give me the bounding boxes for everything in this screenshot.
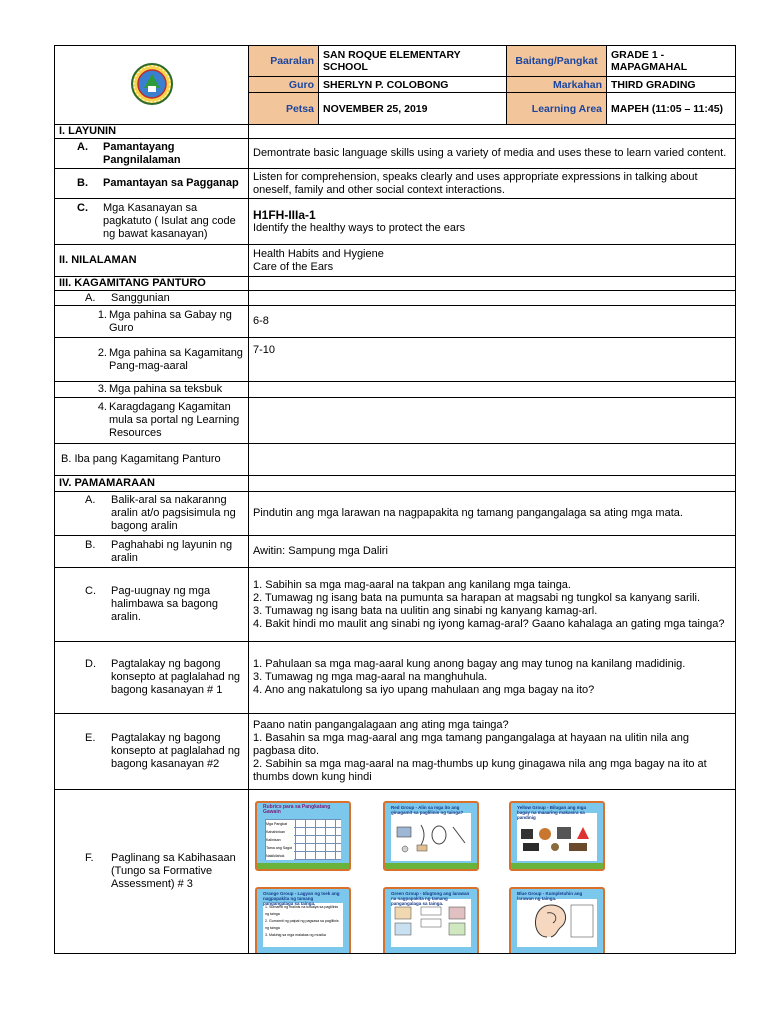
nilalaman-line2: Care of the Ears (253, 260, 334, 273)
sanggunian-blank (249, 291, 736, 306)
pamamaraan-c-letter: C. (85, 585, 96, 597)
ear-outline-icon (517, 899, 597, 943)
kagamitan-item-4-value (249, 398, 736, 444)
pamamaraan-a-value: Pindutin ang mga larawan na nagpapakita ng tamang pangangalaga sa ating mga mata. (249, 492, 736, 536)
slide-yellow-panel (517, 813, 597, 861)
rubrics-row-5: Nakikilahok (266, 853, 285, 858)
kagamitan-title-blank (249, 277, 736, 291)
pamamaraan-d-label: Pagtalakay ng bagong konsepto at paglalahad ng bagong kasanayan # 1 (111, 658, 241, 696)
guro-value: SHERLYN P. COLOBONG (319, 77, 507, 93)
slide-rubrics-caption: Rubrics para sa Pangkatang Gawain (263, 803, 331, 815)
layunin-b-value: Listen for comprehension, speaks clearly and uses appropriate expressions in talking about oneself, family and other social context interactions. (249, 169, 736, 199)
slide-green-caption: Green Group - Idugtong ang larawan na nagpapakita ng tamang pangangalaga sa tainga. (391, 890, 470, 906)
pamamaraan-title-blank (249, 476, 736, 492)
layunin-title: I. LAYUNIN (55, 125, 249, 139)
layunin-title-blank (249, 125, 736, 139)
slide-grass (385, 863, 477, 869)
kagamitan-item-3-label-cell (55, 382, 249, 398)
pamamaraan-d-letter: D. (85, 658, 96, 670)
kagamitan-b-label: B. Iba pang Kagamitang Panturo (61, 453, 221, 465)
layunin-a-letter: A. (77, 140, 88, 153)
pamamaraan-e-letter: E. (85, 732, 96, 744)
header-table (54, 45, 736, 125)
kagamitan-item-2-value: 7-10 (249, 338, 736, 382)
slide-blue-panel (517, 899, 597, 947)
sanggunian-letter: A. (85, 291, 96, 304)
slide-green-panel (391, 899, 471, 947)
nilalaman-cell (249, 245, 736, 277)
rubrics-row-3: Kalinisan (266, 837, 281, 842)
pamamaraan-e-line-2: 1. Basahin sa mga mag-aaral ang mga tamang pangangalaga at hayaan na ulitin nila ang pagbasa dito. (253, 732, 690, 757)
school-seal-icon (130, 62, 174, 106)
kagamitan-item-3-value (249, 382, 736, 398)
kagamitan-item-1-value: 6-8 (249, 306, 736, 338)
orange-item-2: 2. Gumamit ng patpat ng pagsasa sa paglilinis ng tainga (265, 918, 339, 930)
pamamaraan-c-line-4: 4. Bakit hindi mo maulit ang sinabi ng iyong kamag-aral? Gaano kahalaga an gating mga tainga? (253, 617, 725, 630)
slide-orange-caption: Orange Group - Lagyan ng tsek ang nagpapakita ng tamang pangangalaga sa tainga. (263, 890, 340, 906)
markahan-label: Markahan (507, 77, 607, 93)
pamamaraan-f-letter: F. (85, 852, 94, 864)
baitang-label: Baitang/Pangkat (507, 46, 607, 77)
sanggunian-label: Sanggunian (111, 291, 170, 304)
slide-grass (257, 863, 349, 869)
pamamaraan-f-label: Paglinang sa Kabihasaan (Tungo sa Formative Assessment) # 3 (111, 852, 236, 890)
kagamitan-b-label-cell (55, 444, 249, 476)
pamamaraan-c-label-cell (55, 568, 249, 642)
slide-red-group (383, 801, 479, 871)
slide-green-group (383, 887, 479, 954)
assessment-slides (253, 793, 731, 951)
kagamitan-item-2-label: Mga pahina sa Kagamitang Pang-mag-aaral (109, 346, 243, 372)
pamamaraan-d-label-cell (55, 642, 249, 714)
kagamitan-item-3-label: Mga pahina sa teksbuk (109, 383, 223, 395)
layunin-c-code: H1FH-IIIa-1 (253, 207, 316, 222)
pamamaraan-a-label-cell (55, 492, 249, 536)
pamamaraan-d-cell (249, 642, 736, 714)
orange-list (263, 903, 343, 940)
kagamitan-b-value (249, 444, 736, 476)
petsa-label: Petsa (249, 93, 319, 125)
slide-blue-caption: Blue Group - Kumpletuhin ang larawan ng tainga. (517, 890, 583, 901)
pamamaraan-e-label: Pagtalakay ng bagong konsepto at paglalahad ng bagong kasanayan #2 (111, 732, 241, 770)
kagamitan-title: III. KAGAMITANG PANTURO (55, 277, 249, 291)
rubrics-row-2: Kahahinkan (266, 829, 285, 834)
slide-yellow-caption: Yellow Group - Bilugan ang mga bagay na maaaring makasira sa pandinig (517, 804, 587, 820)
layunin-c-value: Identify the healthy ways to protect the ears (253, 221, 466, 234)
slide-blue-group (509, 887, 605, 954)
layunin-a-value: Demontrate basic language skills using a variety of media and uses these to learn varied content. (249, 139, 736, 169)
pamamaraan-f-cell (249, 790, 736, 954)
rubrics-rows (266, 820, 294, 860)
slide-rubrics (255, 801, 351, 871)
ear-cleaning-items-icon (391, 813, 471, 857)
lesson-plan-table (54, 124, 736, 954)
pamamaraan-b-label-cell (55, 536, 249, 568)
pamamaraan-c-cell (249, 568, 736, 642)
pamamaraan-d-line-2: 3. Tumawag ng mga mag-aaral na manghuhula. (253, 671, 488, 683)
slide-orange-group (255, 887, 351, 954)
pamamaraan-d-line-3: 4. Ano ang nakatulong sa iyo upang mahulaan ang mga bagay na ito? (253, 684, 595, 696)
layunin-b-label-cell (55, 169, 249, 199)
layunin-c-value-cell (249, 199, 736, 245)
slide-yellow-group (509, 801, 605, 871)
pamamaraan-f-label-cell (55, 790, 249, 954)
pamamaraan-e-label-cell (55, 714, 249, 790)
orange-item-3: 3. Makinig sa mga malakas ng musika (265, 932, 326, 937)
layunin-b-label: Pamantayan sa Pagganap (103, 177, 239, 189)
kagamitan-item-1-label: Mga pahina sa Gabay ng Guro (109, 308, 232, 334)
pamamaraan-c-line-1: 1. Sabihin sa mga mag-aaral na takpan ang kanilang mga tainga. (253, 578, 571, 591)
markahan-value: THIRD GRADING (607, 77, 736, 93)
pamamaraan-c-label: Pag-uugnay ng mga halimbawa sa bagong aralin. (111, 585, 219, 623)
pamamaraan-c-line-3: 3. Tumawag ng isang bata na uulitin ang sinabi ng kanyang kamag-arl. (253, 604, 598, 617)
guro-label: Guro (249, 77, 319, 93)
kagamitan-item-2-label-cell (55, 338, 249, 382)
school-logo-cell (55, 46, 249, 125)
layunin-b-letter: B. (77, 177, 88, 189)
kagamitan-item-4-label: Karagdagang Kagamitan mula sa portal ng Learning Resources (109, 401, 240, 439)
kagamitan-item-4-label-cell (55, 398, 249, 444)
nilalaman-title: II. NILALAMAN (55, 245, 249, 277)
pamamaraan-e-cell (249, 714, 736, 790)
kagamitan-item-1-num: 1. (97, 308, 107, 321)
paaralan-value: SAN ROQUE ELEMENTARY SCHOOL (319, 46, 507, 77)
slide-red-caption: Red Group - Alin sa mga ito ang ginagamit sa paglilinis ng tainga? (391, 804, 464, 815)
sanggunian-label-cell (55, 291, 249, 306)
layunin-a-label-cell (55, 139, 249, 169)
baitang-value: GRADE 1 - MAPAGMAHAL (607, 46, 736, 77)
pamamaraan-b-letter: B. (85, 538, 96, 551)
layunin-c-label: Mga Kasanayan sa pagkatuto ( Isulat ang code ng bawat kasanayan) (103, 202, 236, 240)
pamamaraan-e-line-3: 2. Sabihin sa mga mag-aaral na mag-thumbs up kung ginagawa nila ang mga bagay na ito at thumbs down kung hindi (253, 758, 707, 783)
pamamaraan-c-line-2: 2. Tumawag ng isang bata na pumunta sa harapan at magsabi ng tungkol sa kanyang sarili. (253, 591, 701, 604)
rubrics-row-4: Tama ang Sagot (266, 845, 293, 850)
pamamaraan-e-line-1: Paano natin pangangalagaan ang ating mga tainga? (253, 719, 509, 731)
pamamaraan-b-value: Awitin: Sampung mga Daliri (249, 536, 736, 568)
layunin-a-label: Pamantayang Pangnilalaman (103, 140, 181, 166)
pamamaraan-a-letter: A. (85, 494, 96, 506)
pamamaraan-a-label: Balik-aral sa nakaranng aralin at/o pagsisimula ng bagong aralin (111, 494, 236, 532)
kagamitan-item-3-num: 3. (97, 383, 107, 395)
area-value: MAPEH (11:05 – 11:45) (607, 93, 736, 125)
slide-grass (511, 863, 603, 869)
pamamaraan-title: IV. PAMAMARAAN (55, 476, 249, 492)
slide-orange-panel (263, 903, 343, 947)
slide-red-panel (391, 813, 471, 861)
kagamitan-item-4-num: 4. (97, 401, 107, 413)
kagamitan-item-1-label-cell (55, 306, 249, 338)
pamamaraan-d-line-1: 1. Pahulaan sa mga mag-aaral kung anong bagay ang may tunog na kanilang madidinig. (253, 658, 686, 670)
rubrics-row-1: Mga Pangkat (266, 821, 288, 826)
kagamitan-item-2-num: 2. (97, 346, 107, 359)
petsa-value: NOVEMBER 25, 2019 (319, 93, 507, 125)
nilalaman-line1: Health Habits and Hygiene (253, 247, 384, 260)
pamamaraan-b-label: Paghahabi ng layunin ng aralin (111, 538, 233, 564)
orange-item-1: 1. Sumamit ng malinis na tuwalya sa paglilinis ng tainga (265, 904, 339, 916)
layunin-c-letter: C. (77, 202, 88, 214)
paaralan-label: Paaralan (249, 46, 319, 77)
layunin-c-label-cell (55, 199, 249, 245)
area-label: Learning Area (507, 93, 607, 125)
